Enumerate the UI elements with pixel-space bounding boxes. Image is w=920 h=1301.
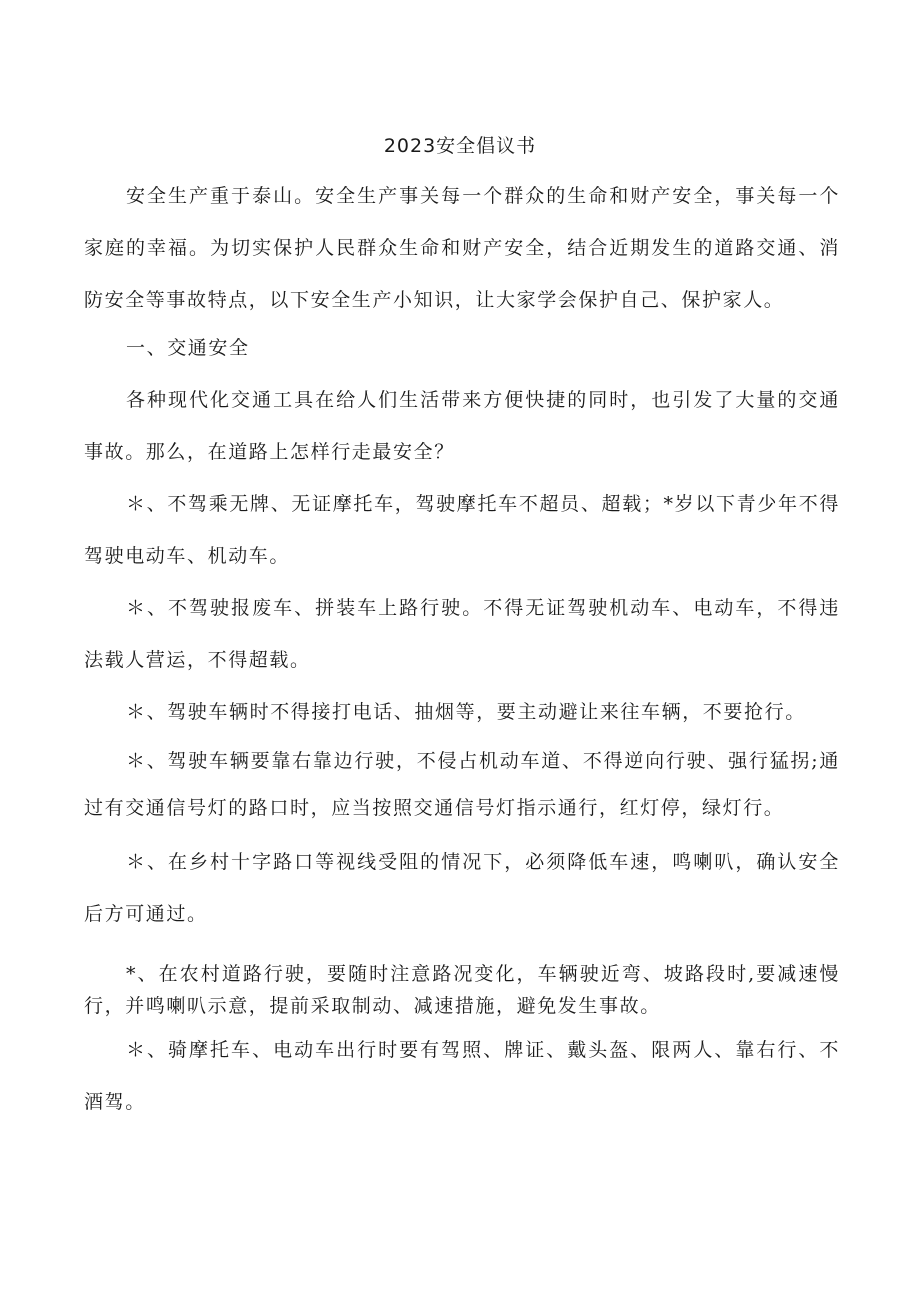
list-item-rural-road: *、在农村道路行驶，要随时注意路况变化，车辆驶近弯、坡路段时,要减速慢行，并鸣喇叭示意，提前采取制动、减速措施，避免发生事故。 bbox=[84, 963, 840, 1017]
paragraph-intro: 安全生产重于泰山。安全生产事关每一个群众的生命和财产安全，事关每一个家庭的幸福。为切实保护人民群众生命和财产安全，结合近期发生的道路交通、消防安全等事故特点，以下安全生产小知识，让大家学会保护自己、保护家人。 bbox=[84, 185, 840, 311]
list-item-rural-crossroad: ＊、在乡村十字路口等视线受阻的情况下，必须降低车速，鸣喇叭，确认安全后方可通过。 bbox=[84, 851, 840, 925]
list-item-no-unlicensed: ＊、不驾乘无牌、无证摩托车，驾驶摩托车不超员、超载；*岁以下青少年不得驾驶电动车、机动车。 bbox=[84, 493, 840, 567]
list-item-no-scrapped-vehicle: ＊、不驾驶报废车、拼装车上路行驶。不得无证驾驶机动车、电动车，不得违法载人营运，不得超载。 bbox=[84, 597, 840, 671]
paragraph-traffic-intro: 各种现代化交通工具在给人们生活带来方便快捷的同时，也引发了大量的交通事故。那么，在道路上怎样行走最安全？ bbox=[84, 389, 840, 463]
list-item-keep-right: ＊、驾驶车辆要靠右靠边行驶，不侵占机动车道、不得逆向行驶、强行猛拐;通过有交通信号灯的路口时，应当按照交通信号灯指示通行，红灯停，绿灯行。 bbox=[84, 750, 840, 819]
list-item-no-phone-while-driving: ＊、驾驶车辆时不得接打电话、抽烟等，要主动避让来往车辆，不要抢行。 bbox=[126, 701, 806, 723]
document-title: 2023安全倡议书 bbox=[383, 135, 537, 157]
list-item-motorcycle-rules: ＊、骑摩托车、电动车出行时要有驾照、牌证、戴头盔、限两人、靠右行、不酒驾。 bbox=[84, 1039, 840, 1113]
section-heading-traffic: 一、交通安全 bbox=[126, 337, 250, 359]
